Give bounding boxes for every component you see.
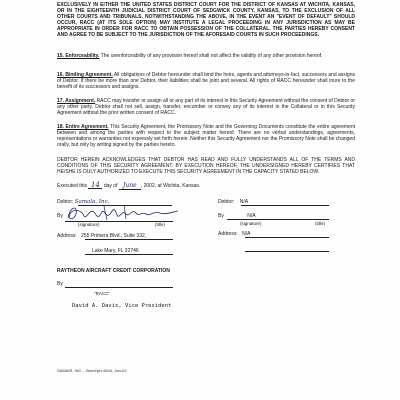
debtor-left-address-line2: Lake Mary, FL 32746 [92,248,139,254]
section-17-body: RACC may transfer or assign all or any part of its interest in this Security Agreement without the consent of Debtor or any other party. Debtor shall not sell, assign, transfer, encumber or convey any of its interest in the Collateral or in this Security Agreement without the prior written consent of RACC. [57,98,355,117]
executed-line [57,182,200,190]
debtor-right-signature-rule [227,219,329,220]
debtor-right-by-value: N/A [247,213,256,219]
debtor-right-address-rule [245,237,329,238]
executed-day: 14 [88,182,102,189]
debtor-left-address-rule [85,239,173,240]
debtor-left-address-rule-2 [85,254,173,255]
section-15-heading: 15. Enforceability. [57,53,100,59]
debtor-right-address-label: Address: [218,231,238,237]
debtor-left-address-line1: 255 Primera Blvd., Suite 332, [81,233,147,239]
lender-signer: David A. Davis, Vice President [72,303,172,309]
debtor-right-name-rule [241,205,329,206]
debtor-right-title-label: (title) [315,221,325,226]
section-17 [57,98,355,116]
debtor-left-name: Samala, Inc. [74,199,110,205]
executed-day-of: day of [103,183,118,189]
lender-signature-rule [65,287,173,288]
lender-by: By [57,281,63,287]
section-16-body: All obligations of Debtor hereunder shall bind the heirs, agents and attorneys-in-fact, successors and assigns of Debtor. If there be more than one Debtor, their liabilities shall be joint and several. All rights of RACC hereunder shall inure to the benefit of its successors and assigns. [57,72,355,91]
debtor-right-signature-label: (signature) [240,221,262,226]
debtor-right-value: N/A [239,199,249,205]
debtor-left-signature-label: (signature) [78,222,100,227]
debtor-left-title-label: (title) [155,222,165,227]
document-footer: SAMAIR, INC. - Beechjet 400A, Jan-02 [57,368,127,373]
executed-year: , 2002, at Wichita, Kansas. [140,183,201,189]
lender-racc-label: "RACC" [94,291,110,296]
debtor-right-address-value: N/A [242,231,251,237]
section-18 [57,124,355,148]
debtor-right-address-rule-2 [245,251,329,252]
acknowledgment-paragraph: DEBTOR HEREIN ACKNOWLEDGES THAT DEBTOR HAS READ AND FULLY UNDERSTANDS ALL OF THE TERMS AND CONDITIONS OF THIS SECURITY AGREEMENT. BY EXECUTION HEREOF, THE UNDERSIGNED HEREBY CERTIFIES THAT HE/SHE IS DULY AUTHORIZED TO EXECUTE THIS SECURITY AGREEMENT IN THE CAPACITY STATED BELOW. [57,157,355,176]
debtor-right-label: Debtor: [218,199,235,205]
section-17-heading: 17. Assignment. [57,98,96,104]
section-15-body: The unenforceability of any provision hereof shall not affect the validity of any other provision hereof. [99,53,323,59]
lender-name: RAYTHEON AIRCRAFT CREDIT CORPORATION [57,268,170,274]
executed-month: June [119,183,141,190]
section-18-body: This Security Agreement, the Promissory Note and the Governing Documents constitute the entire agreement between and among the parties with respect to the subject matter hereof. There are no verbal understandings, agreements, representations or warranties not expressly set forth herein. Neither this Security Agreement nor the Promissory Note shall be changed orally, but only by writing signed by the parties hereto. [57,124,355,149]
jurisdiction-paragraph: EXCLUSIVELY IN EITHER THE UNITED STATES DISTRICT COURT FOR THE DISTRICT OF KANSAS AT WICHITA, KANSAS, OR IN THE EIGHTEENTH JUDICIAL DISTRICT COURT OF SEDGWICK COUNTY, KANSAS, TO THE EXCLUSION OF ALL OTHER COURTS AND TRIBUNALS. NOTWITHSTANDING THE ABOVE, IN THE EVENT AN "EVENT OF DEFAULT" SHOULD OCCUR, RACC (AT ITS SOLE OPTION) MAY INSTITUTE A LEGAL PROCEEDING IN ANY JURISDICTION AS MAY BE APPROPRIATE IN ORDER FOR RACC TO OBTAIN POSSESSION OF THE COLLATERAL. THE PARTIES HEREBY CONSENT AND AGREE TO BE SUBJECT TO THE JURISDICTION OF THE AFORESAID COURTS IN SUCH PROCEEDINGS. [57,2,355,39]
section-16 [57,72,355,90]
debtor-left-label: Debtor: [57,199,74,205]
debtor-left-by: By [57,213,63,219]
section-18-heading: 18. Entire Agreement. [57,124,109,130]
executed-prefix: Executed this [57,183,88,189]
section-16-heading: 16. Binding Agreement. [57,72,113,78]
debtor-right-by: By [218,213,224,219]
section-15 [57,53,355,59]
debtor-left-address-label: Address: [57,233,77,239]
